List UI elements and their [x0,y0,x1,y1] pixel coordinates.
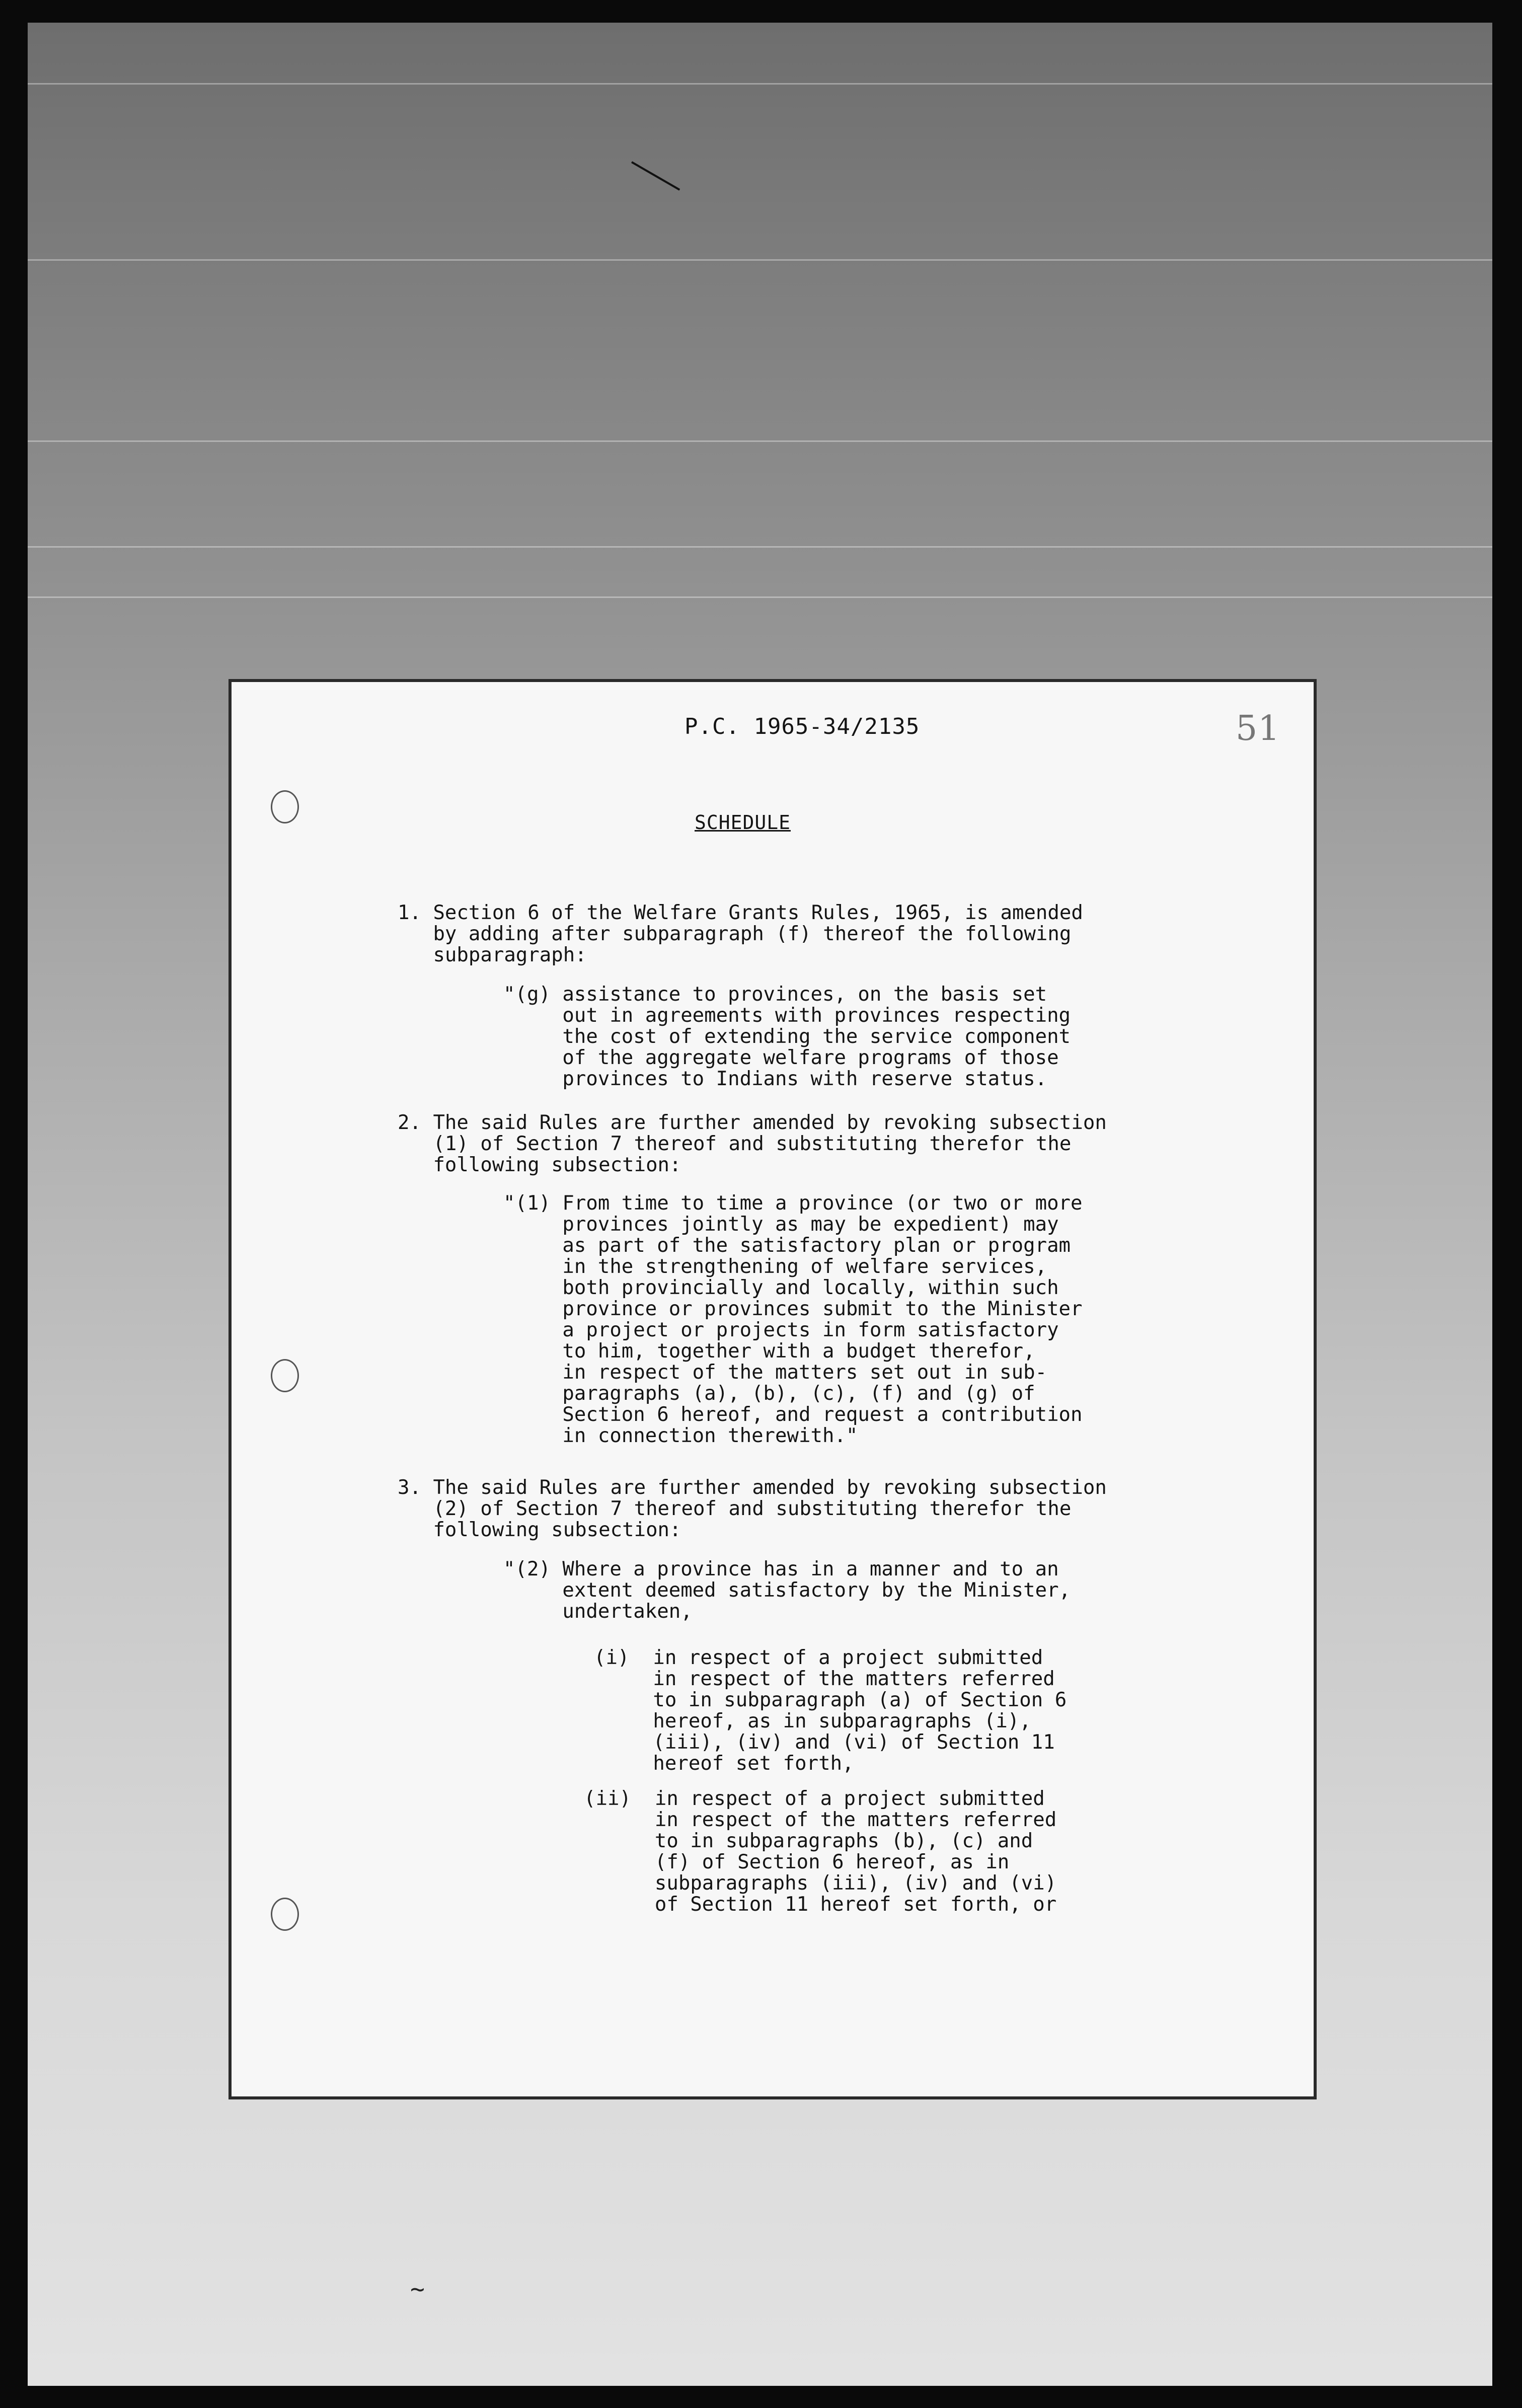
handwritten-mark: ~ [410,2275,425,2303]
section-3-subparagraph-ii: (ii) in respect of a project submitted in respect of the matters referred to in subparagraphs (b), (c) and (f) of Section 6 hereof, as in subparagraphs (iii), (iv) and (vi) of Section 11 hereof set forth, or [584,1787,1057,1916]
punch-hole [271,1898,299,1931]
page-number: 51 [1236,709,1280,748]
film-streak [28,546,1492,548]
film-streak [28,83,1492,85]
section-2-quote: "(1) From time to time a province (or two or more provinces jointly as may be expedient) may as part of the satisfactory plan or program in the strengthening of welfare services, both provincially and locally, within such province or provinces submit to the Minister a project or projects in form satisfactory to him, together with a budget therefor, in respect of the matters set out in sub- paragraphs (a), (b), (c), (f) and (g) of Section 6 hereof, and request a contribution in connection therewith." [503,1192,1083,1447]
punch-hole [271,1359,299,1392]
order-code: P.C. 1965-34/2135 [684,714,920,739]
document-page [232,682,1314,2096]
schedule-title: SCHEDULE [695,811,791,834]
section-1-quote: "(g) assistance to provinces, on the basis set out in agreements with provinces respecting the cost of extending the service component of the aggregate welfare programs of those provinces to Indians with reserve status. [503,983,1071,1090]
section-2-intro: 2. The said Rules are further amended by revoking subsection (1) of Section 7 thereof and substituting therefor the following subsection: [398,1111,1107,1176]
film-streak [28,596,1492,598]
section-3-intro: 3. The said Rules are further amended by revoking subsection (2) of Section 7 thereof and substituting therefor the following subsection: [398,1476,1107,1541]
film-streak [28,259,1492,261]
section-1-intro: 1. Section 6 of the Welfare Grants Rules, 1965, is amended by adding after subparagraph (f) thereof the following subparagraph: [398,901,1083,966]
section-3-subparagraph-i: (i) in respect of a project submitted in respect of the matters referred to in subparagraph (a) of Section 6 hereof, as in subparagraphs (i), (iii), (iv) and (vi) of Section 11 hereof set forth, [594,1646,1067,1775]
section-3-quote: "(2) Where a province has in a manner and to an extent deemed satisfactory by the Minister, undertaken, [503,1558,1071,1623]
punch-hole [271,790,299,823]
film-streak [28,440,1492,442]
